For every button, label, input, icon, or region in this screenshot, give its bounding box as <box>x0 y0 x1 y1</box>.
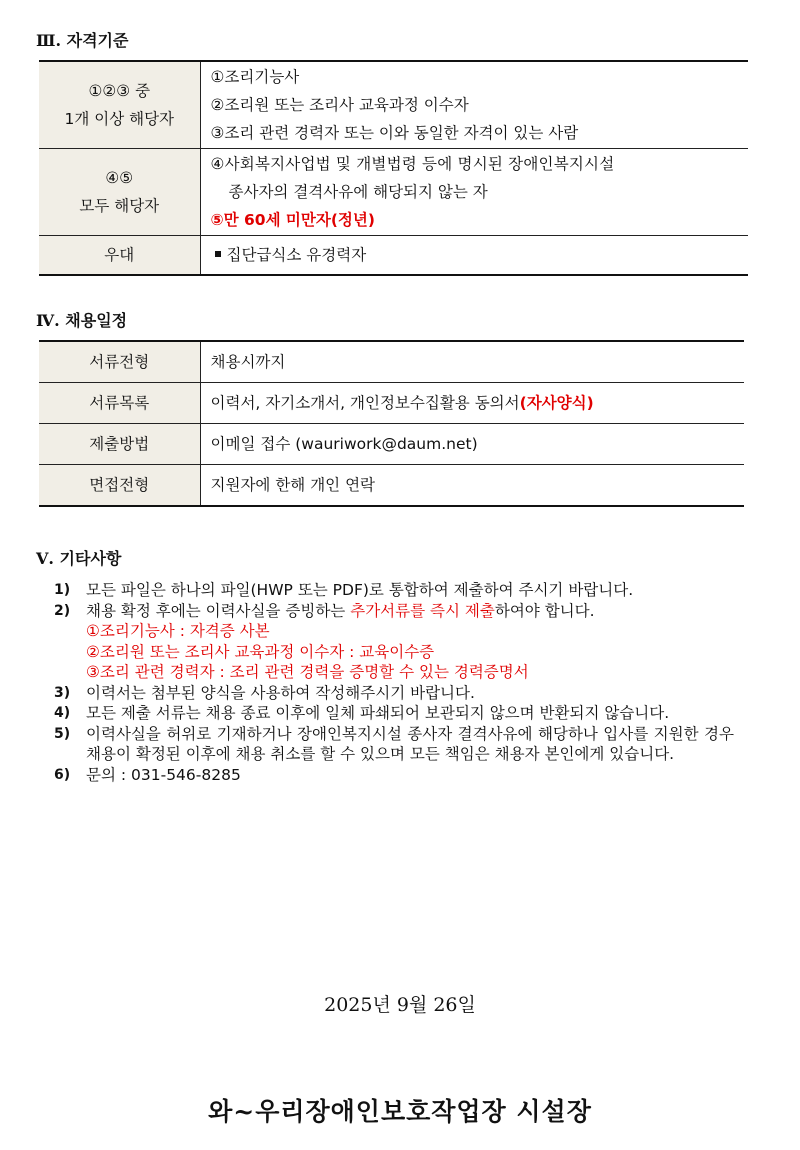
organization-signature: 와~우리장애인보호작업장 시설장 <box>208 1097 592 1126</box>
preference-item <box>200 236 748 276</box>
section-4-title: Ⅳ. 채용일정 <box>36 311 128 330</box>
qualification-items-2 <box>200 149 748 236</box>
schedule-row <box>39 465 744 507</box>
section-3-title: Ⅲ. 자격기준 <box>36 31 129 50</box>
required-document: ②조리원 또는 조리사 교육과정 이수자 : 교육이수증 <box>86 642 435 661</box>
schedule-value <box>200 341 744 383</box>
required-document: ①조리기능사 : 자격증 사본 <box>86 622 270 640</box>
age-limit-item: ⑤만 60세 미만자(정년) <box>210 211 375 229</box>
schedule-value <box>200 465 744 507</box>
label-line-2: 1개 이상 해당자 <box>64 110 175 128</box>
schedule-value <box>200 424 744 465</box>
submission-email: 이메일 접수 (wauriwork@daum.net) <box>210 435 478 453</box>
note-item <box>54 724 734 765</box>
note-highlight: 추가서류를 즉시 제출 <box>350 601 495 620</box>
note-number: 5) <box>54 725 71 742</box>
note-text: 모든 파일은 하나의 파일(HWP 또는 PDF)로 통합하여 제출하여 주시기 바랍니다. <box>86 581 634 599</box>
document-date: 2025년 9월 26일 <box>324 994 476 1016</box>
preference-text: 집단급식소 유경력자 <box>226 246 367 264</box>
note-text: 이력서는 첨부된 양식을 사용하여 작성해주시기 바랍니다. <box>86 683 475 702</box>
schedule-row <box>39 341 744 383</box>
note-number: 3) <box>54 684 71 701</box>
qualification-item: ④사회복지사업법 및 개별법령 등에 명시된 장애인복지시설 <box>210 155 615 173</box>
preference-label: 우대 <box>39 236 200 276</box>
label-line-1: ①②③ 중 <box>88 82 151 100</box>
note-number: 4) <box>54 705 71 721</box>
note-item <box>54 580 734 601</box>
company-form-note: (자사양식) <box>519 394 594 412</box>
note-text: 채용 확정 후에는 이력사실을 증빙하는 <box>86 601 351 620</box>
qualification-item-continued: 종사자의 결격사유에 해당되지 않는 자 <box>228 183 488 201</box>
note-number: 6) <box>54 766 71 783</box>
section-5-title: Ⅴ. 기타사항 <box>36 549 122 568</box>
schedule-label: 면접전형 <box>39 465 200 507</box>
schedule-row <box>39 383 744 424</box>
note-text: 모든 제출 서류는 채용 종료 이후에 일체 파쇄되어 보관되지 않으며 반환되지 않습니다. <box>86 704 670 722</box>
qualification-label-1 <box>39 61 200 149</box>
contact-phone: 문의 : 031-546-8285 <box>86 765 241 784</box>
qualification-row-3 <box>39 236 748 276</box>
schedule-value-text: 지원자에 한해 개인 연락 <box>210 476 376 494</box>
schedule-row <box>39 424 744 465</box>
note-number: 2) <box>54 602 71 619</box>
note-text: 하여야 합니다. <box>494 601 595 620</box>
qualification-items-1 <box>200 61 748 149</box>
schedule-value-text: 이력서, 자기소개서, 개인정보수집활용 동의서 <box>210 394 520 412</box>
label-line-2: 모두 해당자 <box>79 197 160 215</box>
qualification-item: ③조리 관련 경력자 또는 이와 동일한 자격이 있는 사람 <box>210 124 579 142</box>
note-item <box>54 683 734 704</box>
schedule-label: 서류목록 <box>39 383 200 424</box>
note-text: 이력사실을 허위로 기재하거나 장애인복지시설 종사자 결격사유에 해당하나 입사를 지원한 경우 채용이 확정된 이후에 채용 취소를 할 수 있으며 모든 책임은 채용자 본인에게 있습니다. <box>86 724 734 763</box>
schedule-label: 제출방법 <box>39 424 200 465</box>
note-item <box>54 703 734 724</box>
schedule-value-text: 채용시까지 <box>210 353 286 371</box>
note-number: 1) <box>54 582 71 598</box>
required-document: ③조리 관련 경력자 : 조리 관련 경력을 증명할 수 있는 경력증명서 <box>86 663 529 681</box>
qualification-label-2 <box>39 149 200 236</box>
schedule-table <box>39 340 744 507</box>
qualification-row-2 <box>39 149 748 236</box>
schedule-value <box>200 383 744 424</box>
qualification-table <box>39 60 748 276</box>
square-bullet-icon <box>215 251 221 257</box>
qualification-item: ②조리원 또는 조리사 교육과정 이수자 <box>210 96 469 114</box>
qualification-item: ①조리기능사 <box>210 68 300 86</box>
notes-list <box>54 580 734 785</box>
label-line-1: ④⑤ <box>105 169 134 187</box>
schedule-label: 서류전형 <box>39 341 200 383</box>
note-item <box>54 765 734 786</box>
qualification-row-1 <box>39 61 748 149</box>
note-item <box>54 601 734 683</box>
